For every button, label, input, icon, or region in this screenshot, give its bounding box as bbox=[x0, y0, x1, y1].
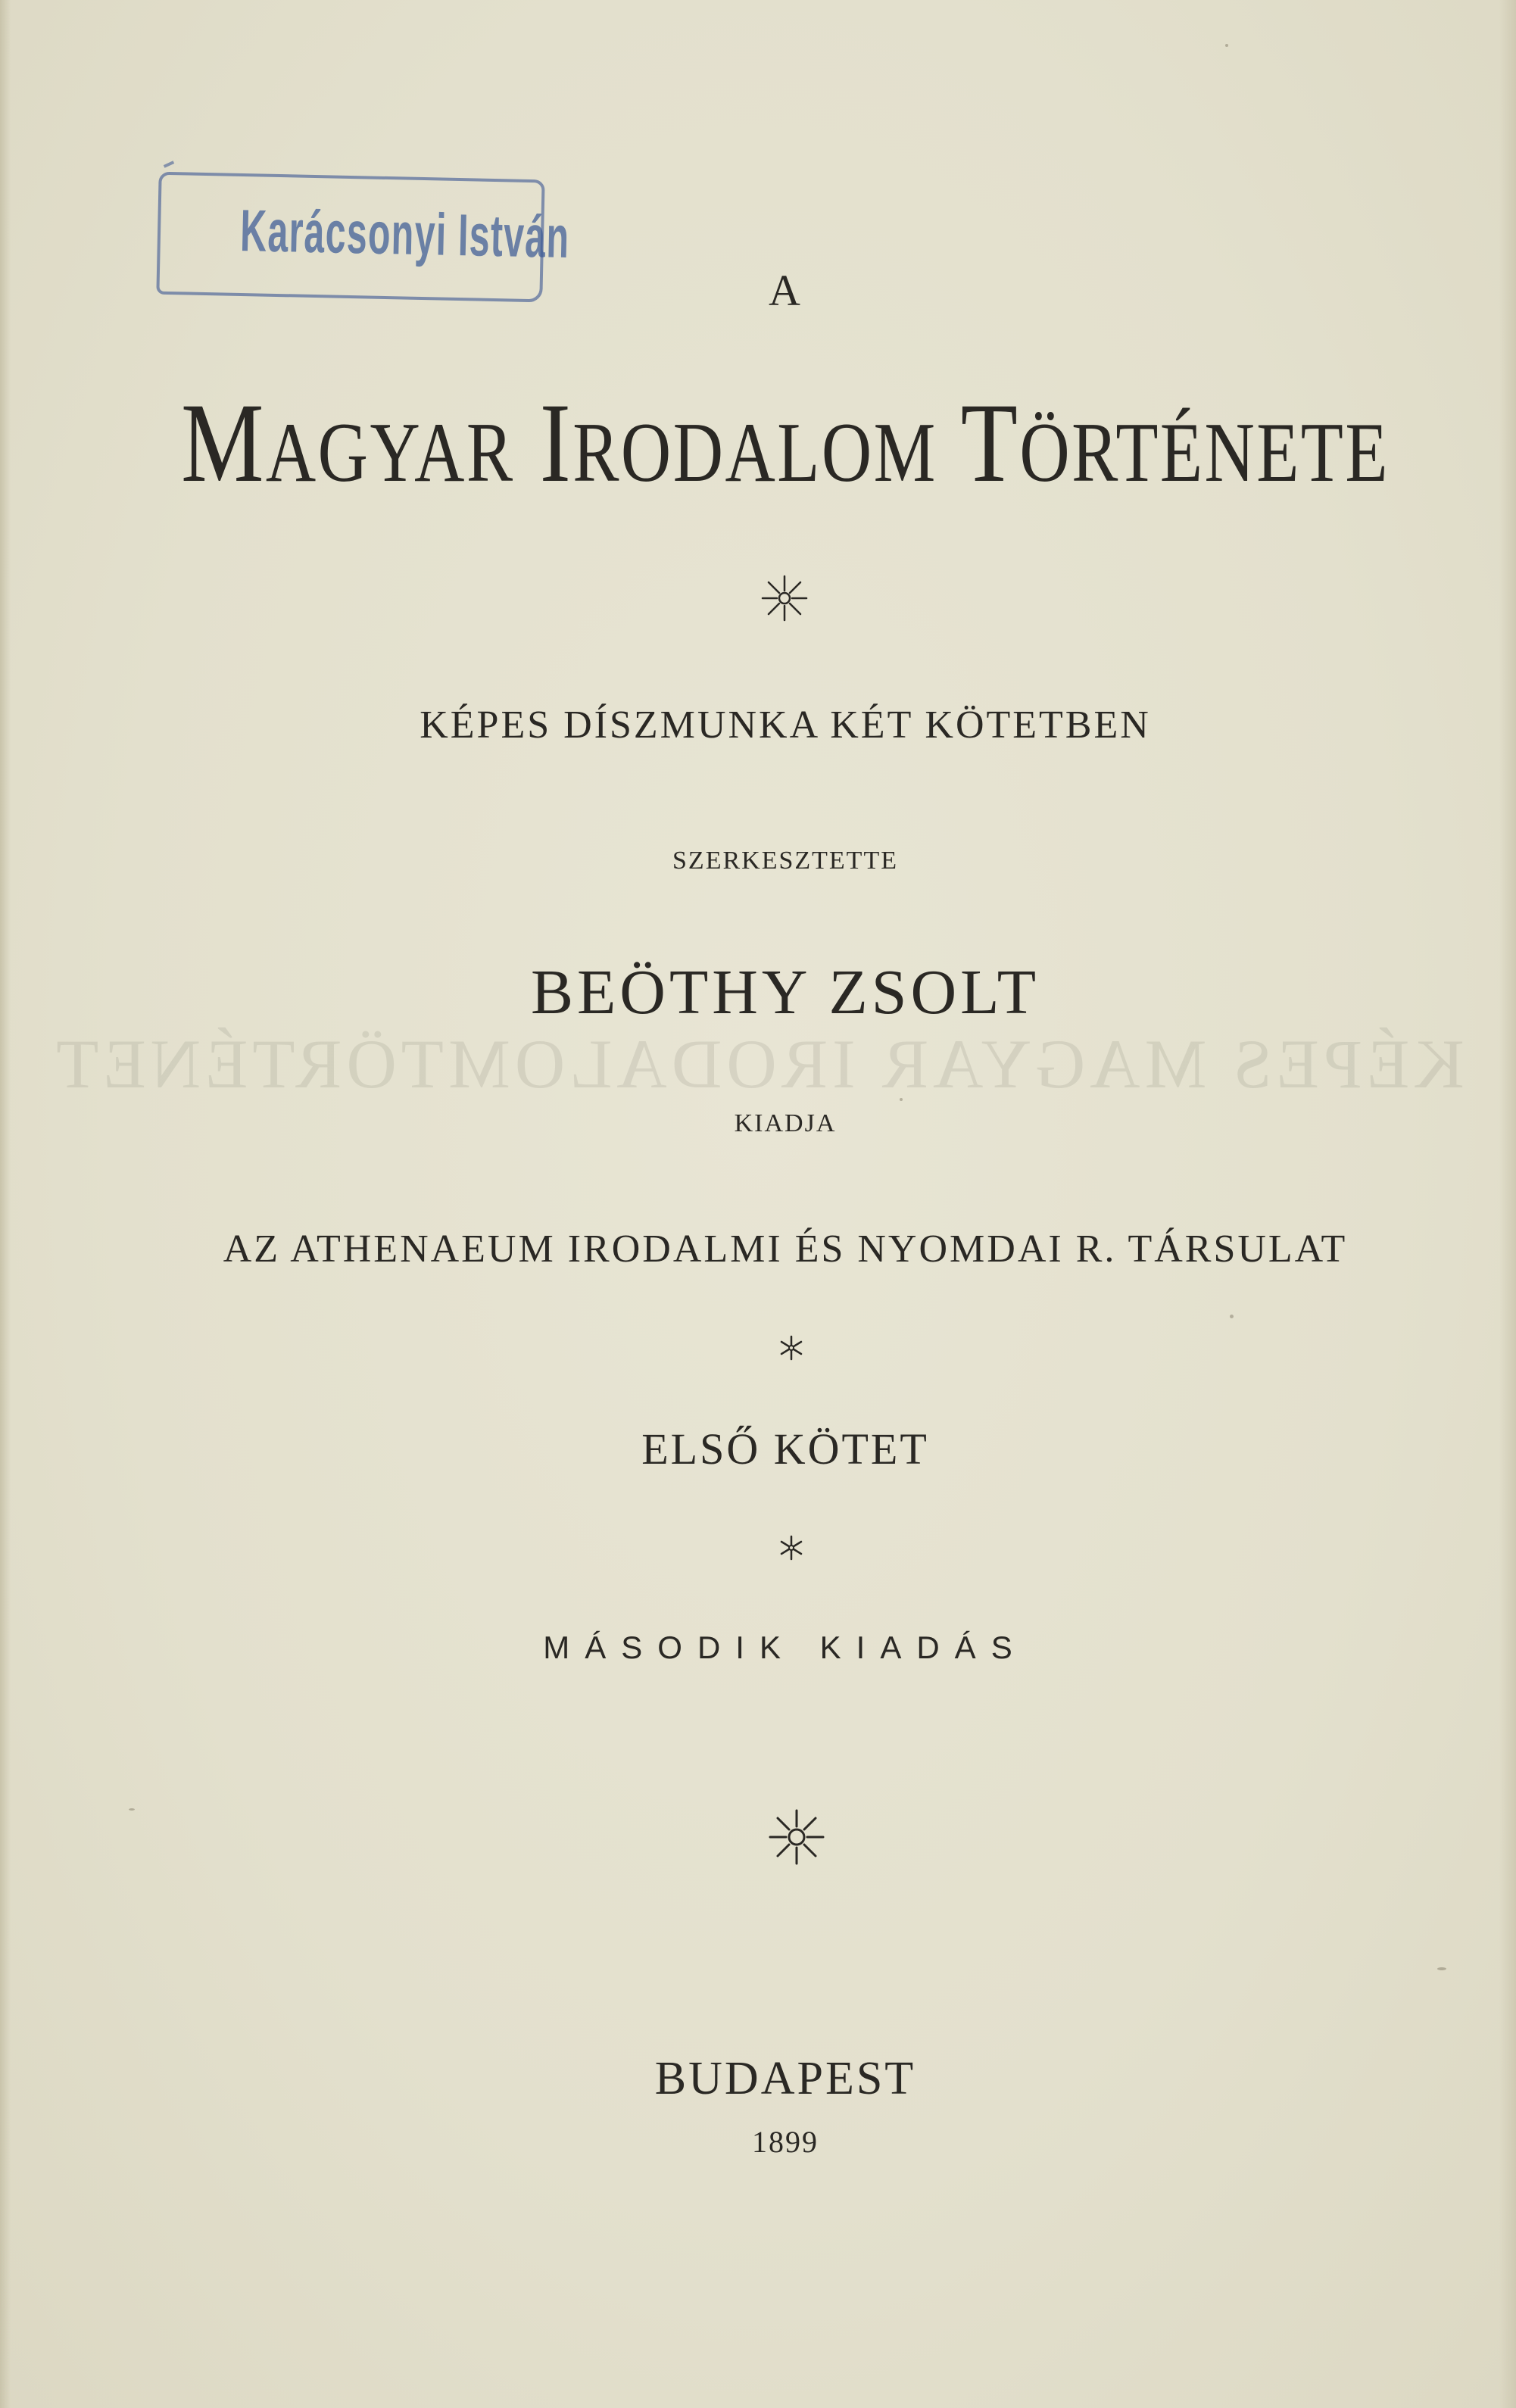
edition-label: MÁSODIK KIADÁS bbox=[543, 1630, 1028, 1665]
stamp-mark bbox=[164, 161, 174, 168]
imprint-year: 1899 bbox=[752, 2125, 819, 2159]
edited-by-label: SZERKESZTETTE bbox=[672, 847, 898, 875]
title-word3-rest: ÖRTÉNETE bbox=[1019, 406, 1390, 500]
asterisk-ornament-icon bbox=[778, 1534, 805, 1561]
subtitle: KÉPES DÍSZMUNKA KÉT KÖTETBEN bbox=[420, 703, 1151, 747]
volume-label: ELSŐ KÖTET bbox=[641, 1424, 929, 1474]
title-article: A bbox=[769, 266, 802, 315]
paper-speck bbox=[1230, 1315, 1234, 1318]
sunburst-ornament-icon bbox=[760, 574, 809, 622]
main-title bbox=[164, 382, 1407, 513]
publishes-label: KIADJA bbox=[734, 1109, 837, 1137]
editor-name: BEÖTHY ZSOLT bbox=[530, 957, 1040, 1028]
paper-speck bbox=[129, 1808, 135, 1811]
paper-speck bbox=[1225, 44, 1228, 47]
imprint-city: BUDAPEST bbox=[654, 2053, 916, 2104]
title-word2-rest: RODALOM bbox=[572, 406, 937, 500]
page-right-edge bbox=[1499, 0, 1516, 2408]
title-word2-initial: I bbox=[539, 380, 573, 506]
bleed-through-text: KÉPES MAGYAR IRODALOMTÖRTÉNET bbox=[51, 1025, 1465, 1103]
publisher-name: AZ ATHENAEUM IRODALMI ÉS NYOMDAI R. TÁRSULAT bbox=[223, 1227, 1348, 1271]
paper-speck bbox=[1437, 1967, 1446, 1970]
title-word3-initial: T bbox=[960, 380, 1020, 506]
title-word1-rest: AGYAR bbox=[265, 406, 515, 500]
paper-speck bbox=[900, 1098, 903, 1101]
sunburst-ornament-icon bbox=[768, 1808, 825, 1866]
page-left-edge bbox=[0, 0, 11, 2408]
asterisk-ornament-icon bbox=[778, 1334, 805, 1362]
stamp-owner-name: Karácsonyi István bbox=[239, 196, 571, 271]
title-word1-initial: M bbox=[181, 380, 266, 506]
